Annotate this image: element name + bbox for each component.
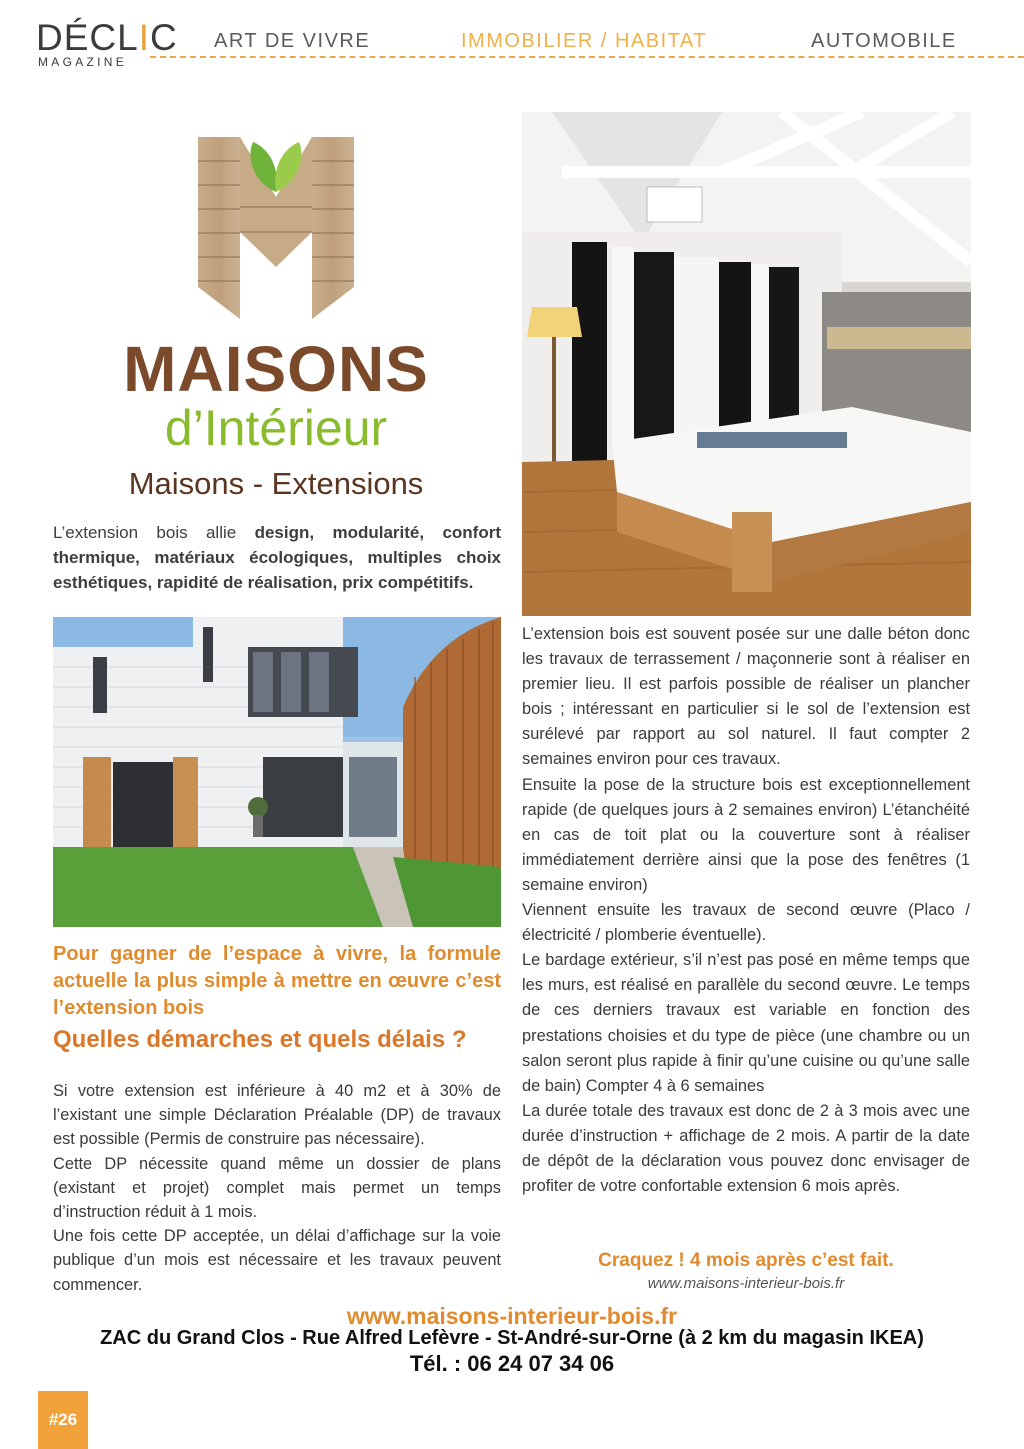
nav-item-art-de-vivre[interactable]: ART DE VIVRE: [214, 30, 371, 52]
right-paragraph: Viennent ensuite les travaux de second œuvre (Placo / électricité / plomberie éventuelle).: [522, 901, 970, 945]
brand-subtitle: d’Intérieur: [164, 400, 388, 456]
left-column-text: [53, 1079, 501, 1297]
house-extension-photo: [53, 617, 501, 927]
right-paragraph: Le bardage extérieur, s’il n’est pas posé en même temps que les murs, est réalisé en parallèle du second œuvre. Le temps de ces derniers travaux est variable en fonction des prestations choisies et du type de pièce (une chambre ou un salon seront plus rapide à finir qu’une cuisine ou qu’une salle de bain) Compter 4 à 6 semaines: [522, 951, 970, 1095]
intro-paragraph: [53, 520, 501, 595]
page-number-badge: #26: [38, 1391, 88, 1449]
logo-text-c: C: [149, 17, 178, 58]
left-paragraph: Cette DP nécessite quand même un dossier de plans (existant et projet) complet mais permet un temps d’instruction réduit à 1 mois.: [53, 1154, 501, 1222]
nav-item-immobilier-habitat[interactable]: IMMOBILIER / HABITAT: [461, 30, 707, 52]
left-paragraph: Une fois cette DP acceptée, un délai d’affichage sur la voie publique d’un mois est nécessaire et les travaux peuvent commencer.: [53, 1227, 501, 1294]
magazine-logo[interactable]: [36, 18, 178, 58]
intro-plain: L’extension bois allie: [53, 523, 255, 542]
right-column-text: [522, 622, 970, 1199]
brand-logo-icon: [198, 137, 354, 319]
website-link-small[interactable]: www.maisons-interieur-bois.fr: [647, 1275, 845, 1292]
closing-slogan: Craquez ! 4 mois après c’est fait.: [598, 1250, 894, 1271]
right-paragraph: L’extension bois est souvent posée sur une dalle béton donc les travaux de terrassement / maçonnerie sont à réaliser en premier lieu. Il est parfois possible de réaliser un plancher bois ; intéressant en particulier si le sol de l’extension est surélevé par rapport au sol naturel. Il faut compter 2 semaines environ pour ces travaux.: [522, 625, 970, 769]
bedroom-photo: [522, 112, 971, 616]
right-paragraph: La durée totale des travaux est donc de 2 à 3 mois avec une durée d’instruction + affichage de 2 mois. A partir de la date de dépôt de la déclaration vous pouvez donc envisager de profiter de votre confortable extension 6 mois après.: [522, 1101, 970, 1196]
logo-text-a: DÉCL: [36, 17, 139, 58]
right-paragraph: Ensuite la pose de la structure bois est exceptionnellement rapide (de quelques jours à 2 semaines environ) L’étanchéité en cas de toit plat ou la couverture sont à réaliser immédiatement derrière ainsi que la pose des fenêtres (1 semaine environ): [522, 775, 970, 894]
website-link[interactable]: www.maisons-interieur-bois.fr: [346, 1303, 678, 1329]
left-paragraph: Si votre extension est inférieure à 40 m2 et à 30% de l’existant une simple Déclaration Préalable (DP) de travaux est possible (Permis de construire pas nécessaire).: [53, 1082, 501, 1149]
header-divider: [150, 56, 1024, 58]
brand-tagline: Maisons - Extensions: [128, 466, 424, 501]
brand-title: MAISONS: [123, 333, 429, 405]
logo-subtitle: MAGAZINE: [38, 55, 128, 69]
lead-text: Pour gagner de l’espace à vivre, la formule actuelle la plus simple à mettre en œuvre c’est l’extension bois: [53, 943, 501, 1019]
intro-bold: design, modularité, confort thermique, matériaux écologiques, multiples choix esthétiques, rapidité de réalisation, prix compétitifs.: [53, 523, 501, 592]
nav-item-automobile[interactable]: AUTOMOBILE: [811, 30, 957, 52]
section-question: Quelles démarches et quels délais ?: [53, 1026, 467, 1053]
phone-number[interactable]: Tél. : 06 24 07 34 06: [409, 1351, 615, 1376]
company-address: ZAC du Grand Clos - Rue Alfred Lefèvre - St-André-sur-Orne (à 2 km du magasin IKEA): [100, 1327, 924, 1349]
logo-text-accent: I: [138, 17, 150, 58]
